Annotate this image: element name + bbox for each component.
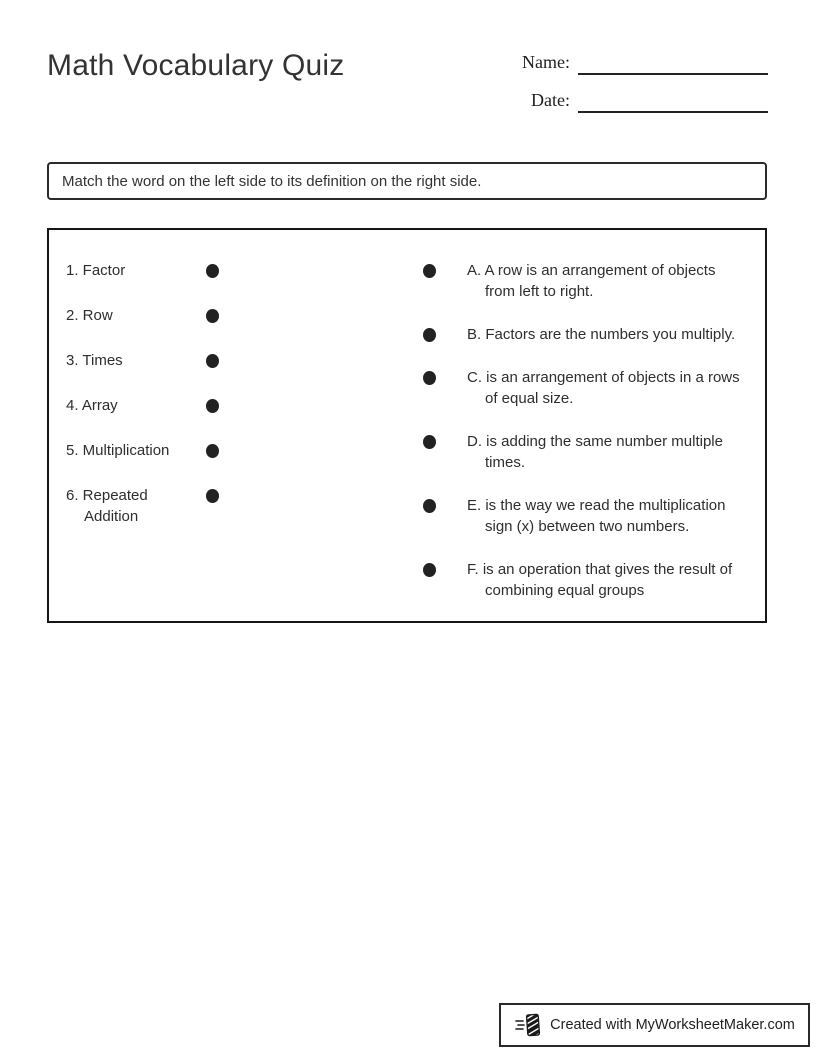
text-line: B. Factors are the numbers you multiply. (467, 326, 736, 343)
text-line: from left to right. (485, 283, 594, 300)
word-item (66, 305, 266, 326)
match-dot-left[interactable] (206, 444, 219, 458)
definition-item (423, 431, 740, 473)
definition-item (423, 260, 740, 302)
words-column (66, 260, 266, 551)
text-line: C. is an arrangement of objects in a rows (467, 369, 740, 386)
text-line: E. is the way we read the multiplication (467, 497, 726, 514)
text-line: 2. Row (66, 307, 113, 324)
date-field-row (500, 87, 768, 113)
match-dot-right[interactable] (423, 563, 436, 577)
match-dot-right[interactable] (423, 371, 436, 385)
definitions-column (423, 260, 740, 623)
definition-item (423, 324, 740, 345)
text-line: 4. Array (66, 397, 118, 414)
credit-box (499, 1003, 810, 1047)
definition-item (423, 367, 740, 409)
name-field-row (500, 49, 768, 75)
match-dot-right[interactable] (423, 435, 436, 449)
text-line: Addition (84, 508, 139, 525)
text-line: F. is an operation that gives the result of (467, 561, 733, 578)
match-dot-left[interactable] (206, 264, 219, 278)
match-dot-left[interactable] (206, 309, 219, 323)
text-line: 1. Factor (66, 262, 126, 279)
match-dot-right[interactable] (423, 499, 436, 513)
text-line: sign (x) between two numbers. (485, 518, 690, 535)
text-line: D. is adding the same number multiple (467, 433, 723, 450)
date-input-line[interactable] (578, 89, 768, 113)
text-line: 5. Multiplication (66, 442, 170, 459)
text-line: combining equal groups (485, 582, 645, 599)
credit-text: Created with MyWorksheetMaker.com (550, 1017, 795, 1033)
name-label: Name: (522, 52, 570, 72)
match-dot-left[interactable] (206, 399, 219, 413)
word-item (66, 350, 266, 371)
match-dot-right[interactable] (423, 328, 436, 342)
date-label: Date: (531, 90, 570, 110)
instruction-box (47, 162, 767, 200)
text-line: times. (485, 454, 526, 471)
name-input-line[interactable] (578, 51, 768, 75)
definition-item (423, 559, 740, 601)
text-line: 3. Times (66, 352, 123, 369)
text-line: of equal size. (485, 390, 574, 407)
page-title: Math Vocabulary Quiz (47, 49, 345, 82)
matching-exercise-box (47, 228, 767, 623)
flying-worksheet-icon (514, 1010, 544, 1040)
match-dot-right[interactable] (423, 264, 436, 278)
word-item (66, 395, 266, 416)
match-dot-left[interactable] (206, 354, 219, 368)
name-date-block (500, 49, 768, 125)
instruction-text: Match the word on the left side to its definition on the right side. (62, 172, 482, 190)
match-dot-left[interactable] (206, 489, 219, 503)
word-item (66, 485, 266, 527)
text-line: A. A row is an arrangement of objects (467, 262, 716, 279)
word-item (66, 440, 266, 461)
word-item (66, 260, 266, 281)
text-line: 6. Repeated (66, 487, 148, 504)
definition-item (423, 495, 740, 537)
